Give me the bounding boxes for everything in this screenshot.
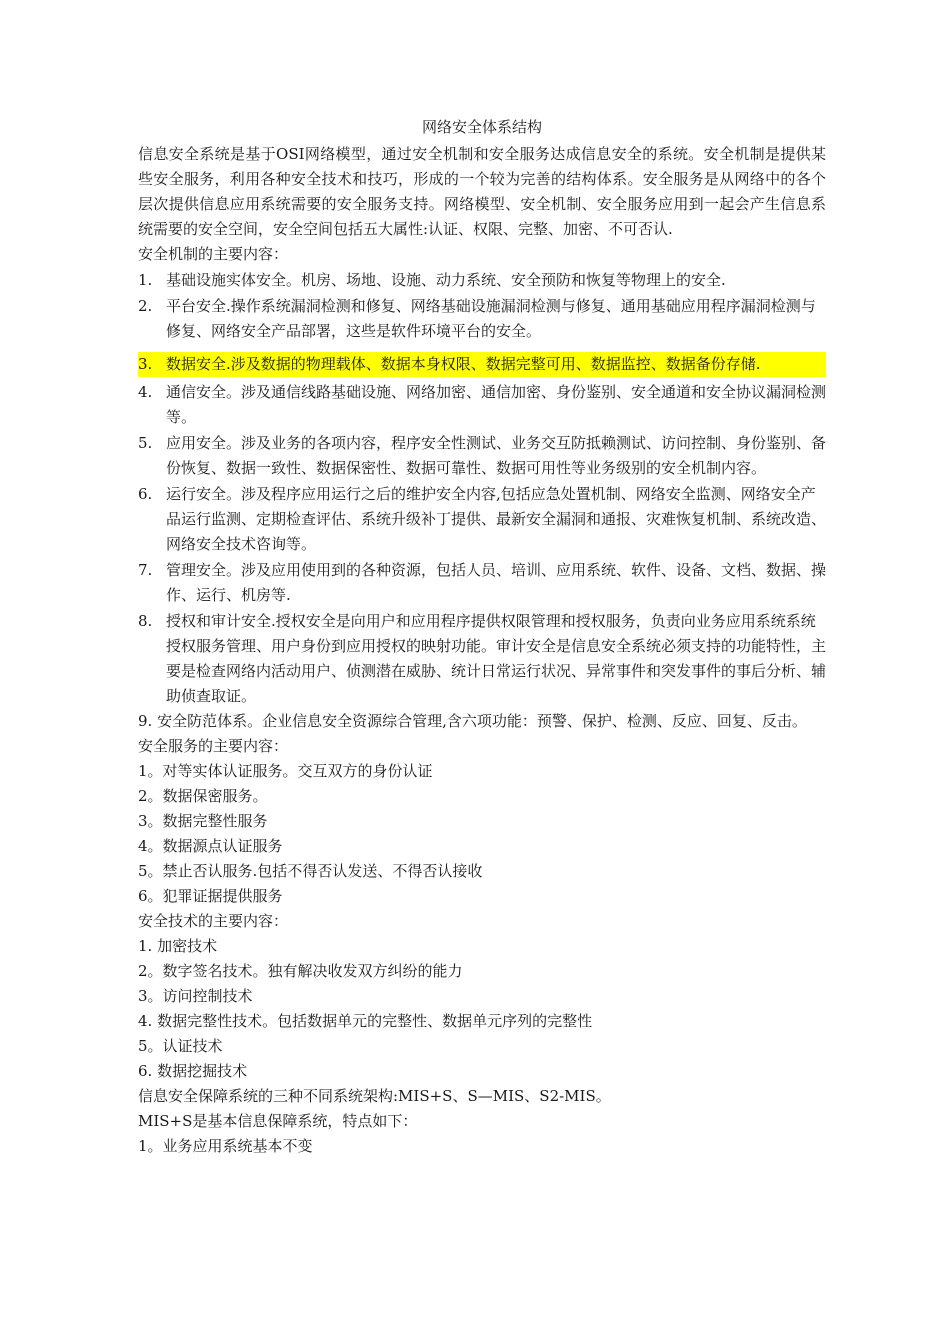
mechanism-item [138,609,826,709]
service-item: 3。数据完整性服务 [138,812,268,830]
service-item: 4。数据源点认证服务 [138,837,283,855]
mechanism-item [138,268,826,293]
mechanism-item [138,558,826,608]
service-item: 2。数据保密服务。 [138,787,268,805]
tech-item: 6. 数据挖掘技术 [138,1062,248,1080]
tech-item: 2。数字签名技术。独有解决收发双方纠纷的能力 [138,962,463,980]
tech-heading: 安全技术的主要内容： [138,912,289,930]
item-number: 8. [138,612,153,630]
item-text: 平台安全.操作系统漏洞检测和修复、网络基础设施漏洞检测与修复、通用基础应用程序漏洞检测与修复、网络安全产品部署，这些是软件环境平台的安全。 [166,297,816,340]
document-page [138,116,826,1159]
mechanism-item [138,380,826,430]
service-item: 5。禁止否认服务.包括不得否认发送、不得否认接收 [138,862,483,880]
item-number: 3. [138,355,153,373]
item-text: 授权和审计安全.授权安全是向用户和应用程序提供权限管理和授权服务，负责向业务应用系统系统授权服务管理、用户身份到应用授权的映射功能。审计安全是信息安全系统必须支持的功能特性，主要是检查网络内活动用户、侦测潜在威胁、统计日常运行状况、异常事件和突发事件的事后分析、辅助侦查取证。 [166,612,827,705]
mis-s-line: MIS+S是基本信息保障系统，特点如下： [138,1112,418,1130]
architecture-line: 信息安全保障系统的三种不同系统架构:MIS+S、S—MIS、S2-MIS。 [138,1087,611,1105]
item-number: 5. [138,434,153,452]
tech-item: 3。访问控制技术 [138,987,253,1005]
mechanism-item-highlighted [138,352,826,377]
mechanism-heading: 安全机制的主要内容： [138,245,289,263]
item-number: 6. [138,485,153,503]
mechanism-item-9: 9. 安全防范体系。企业信息安全资源综合管理,含六项功能：预警、保护、检测、反应、回复、反击。 [138,712,807,730]
item-text: 应用安全。涉及业务的各项内容，程序安全性测试、业务交互防抵赖测试、访问控制、身份鉴别、备份恢复、数据一致性、数据保密性、数据可靠性、数据可用性等业务级别的安全机制内容。 [166,434,827,477]
tech-item: 5。认证技术 [138,1037,223,1055]
item-number: 4. [138,383,153,401]
service-item: 6。犯罪证据提供服务 [138,887,283,905]
mechanism-item [138,431,826,481]
mechanism-item [138,294,826,344]
item-text: 数据安全.涉及数据的物理载体、数据本身权限、数据完整可用、数据监控、数据备份存储. [166,355,761,373]
item-number: 2. [138,297,153,315]
mis-s-item: 1。业务应用系统基本不变 [138,1137,313,1155]
item-number: 1. [138,271,153,289]
tech-item: 1. 加密技术 [138,937,218,955]
item-text: 运行安全。涉及程序应用运行之后的维护安全内容,包括应急处置机制、网络安全监测、网络安全产品运行监测、定期检查评估、系统升级补丁提供、最新安全漏洞和通报、灾难恢复机制、系统改造、网络安全技术咨询等。 [166,485,827,553]
item-text: 基础设施实体安全。机房、场地、设施、动力系统、安全预防和恢复等物理上的安全. [166,271,726,289]
service-item: 1。对等实体认证服务。交互双方的身份认证 [138,762,433,780]
page-title: 网络安全体系结构 [421,118,542,136]
item-text: 通信安全。涉及通信线路基础设施、网络加密、通信加密、身份鉴别、安全通道和安全协议漏洞检测等。 [166,383,827,426]
intro-paragraph: 信息安全系统是基于OSI网络模型，通过安全机制和安全服务达成信息安全的系统。安全机制是提供某些安全服务，利用各种安全技术和技巧，形成的一个较为完善的结构体系。安全服务是从网络中的各个层次提供信息应用系统需要的安全服务支持。网络模型、安全机制、安全服务应用到一起会产生信息系统需要的安全空间，安全空间包括五大属性:认证、权限、完整、加密、不可否认. [138,145,826,238]
service-heading: 安全服务的主要内容： [138,737,289,755]
item-number: 7. [138,561,153,579]
mechanism-item [138,482,826,557]
item-text: 管理安全。涉及应用使用到的各种资源，包括人员、培训、应用系统、软件、设备、文档、数据、操作、运行、机房等. [166,561,827,604]
tech-item: 4. 数据完整性技术。包括数据单元的完整性、数据单元序列的完整性 [138,1012,593,1030]
